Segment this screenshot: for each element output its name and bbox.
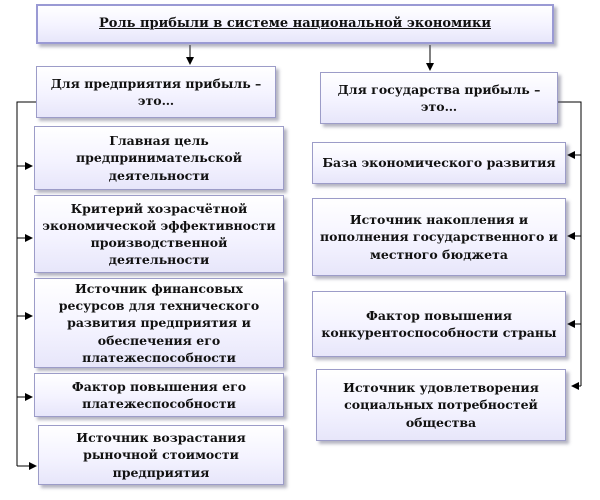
left-item-4: Фактор повышения его платежеспособности: [34, 373, 284, 417]
left-header-text: Для предприятия прибыль – это…: [50, 75, 262, 108]
right-item-2: Источник накопления и пополнения государственного и местного бюджета: [312, 198, 566, 276]
right-item-3: Фактор повышения конкурентоспособности страны: [312, 291, 566, 357]
diagram-title-text: Роль прибыли в системе национальной экономики: [99, 16, 491, 32]
diagram-title: [36, 4, 554, 44]
right-header-box: [320, 72, 558, 124]
left-item-3: Источник финансовых ресурсов для технического развития предприятия и обеспечения его платежеспособности: [34, 278, 284, 368]
right-header-text: Для государства прибыль – это…: [337, 81, 541, 114]
left-item-2: Критерий хозрасчётной экономической эффективности производственной деятельности: [34, 195, 284, 273]
right-item-1: База экономического развития: [312, 142, 566, 184]
left-item-1: Главная цель предпринимательской деятельности: [34, 126, 284, 190]
left-item-5: Источник возрастания рыночной стоимости предприятия: [38, 425, 284, 485]
right-item-4: Источник удовлетворения социальных потребностей общества: [316, 369, 566, 441]
left-header-box: [36, 66, 276, 118]
